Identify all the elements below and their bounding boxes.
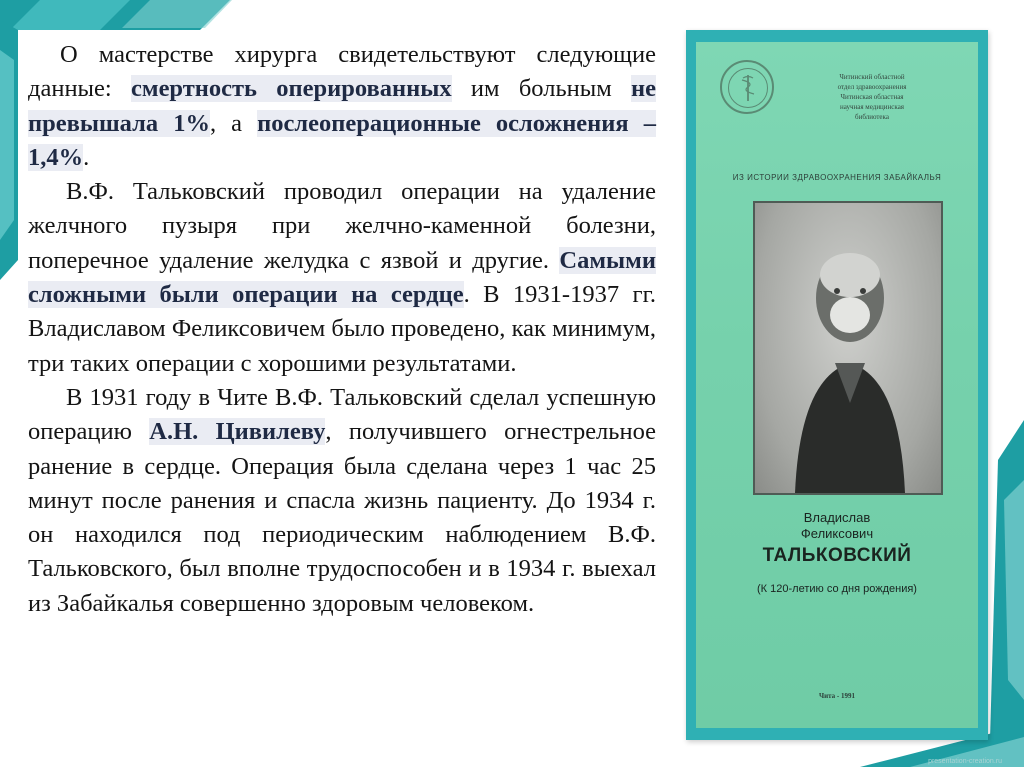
logo-inner-ring	[728, 68, 768, 108]
portrait-photo	[753, 201, 943, 495]
author-surname: ТАЛЬКОВСКИЙ	[762, 545, 912, 566]
cover-author-block	[696, 509, 978, 596]
body-text	[28, 38, 656, 621]
caduceus-icon	[720, 60, 774, 114]
text-run: В 1931 году в Чите В.Ф. Тальковский сделал успешную операцию	[28, 383, 656, 446]
paragraph-1	[28, 38, 656, 175]
text-run: В.Ф. Тальковский проводил операции на удаление желчного пузыря при желчно-каменной болезни, поперечное удаление желудка с язвой и другие.	[28, 178, 656, 274]
cover-subtitle: (К 120-летию со дня рождения)	[757, 583, 917, 595]
text-run: О мастерстве хирурга свидетельствуют следующие данные:	[28, 41, 656, 103]
text-run: , получившего огнестрельное ранение в сердце. Операция была сделана через 1 час 25 минут после ранения и спасла жизнь пациенту. До 1934 г. он находился под периодическим наблюдением В.Ф. Тальковского, был вполне трудоспособен и в 1934 г. выехал из Забайкалья совершенно здоровым человеком.	[28, 418, 656, 617]
watermark: presentation-creation.ru	[928, 758, 1002, 765]
left-edge-decoration	[0, 20, 22, 290]
text-run: им больным	[451, 75, 631, 103]
portrait-figure	[755, 203, 941, 493]
highlighted-phrase: Самыми сложными были операции на сердце	[28, 246, 656, 309]
caduceus-glyph-icon	[729, 69, 767, 107]
author-first-name: Владислав	[803, 510, 871, 525]
publisher-line: библиотека	[855, 113, 889, 121]
text-run: , а	[209, 109, 258, 137]
publisher-header	[812, 72, 932, 122]
series-title: ИЗ ИСТОРИИ ЗДРАВООХРАНЕНИЯ ЗАБАЙКАЛЬЯ	[732, 173, 942, 182]
book-cover	[696, 42, 978, 728]
highlighted-phrase: не превышала 1%	[28, 75, 656, 137]
author-patronymic: Феликсович	[800, 526, 874, 541]
publisher-line: Читинская областная	[840, 93, 904, 101]
publisher-line: научная медицинская	[839, 103, 905, 111]
right-edge-decoration	[990, 420, 1024, 767]
highlighted-phrase: послеоперационные осложнения – 1,4%	[28, 109, 657, 171]
paragraph-2	[28, 175, 656, 381]
city-year: Чита - 1991	[818, 692, 856, 700]
highlighted-phrase: смертность оперированных	[131, 75, 452, 103]
top-left-decoration	[0, 0, 240, 30]
highlighted-phrase: А.Н. Цивилеву	[149, 418, 326, 446]
book-cover-frame	[686, 30, 988, 740]
text-run: . В 1931-1937 гг. Владиславом Феликсовичем было проведено, как минимум, три таких операции с хорошими результатами.	[28, 281, 656, 377]
publisher-line: отдел здравоохранения	[837, 83, 907, 91]
publisher-line: Читинский областной	[839, 73, 905, 81]
text-run: .	[83, 143, 90, 171]
paragraph-3	[28, 381, 656, 621]
